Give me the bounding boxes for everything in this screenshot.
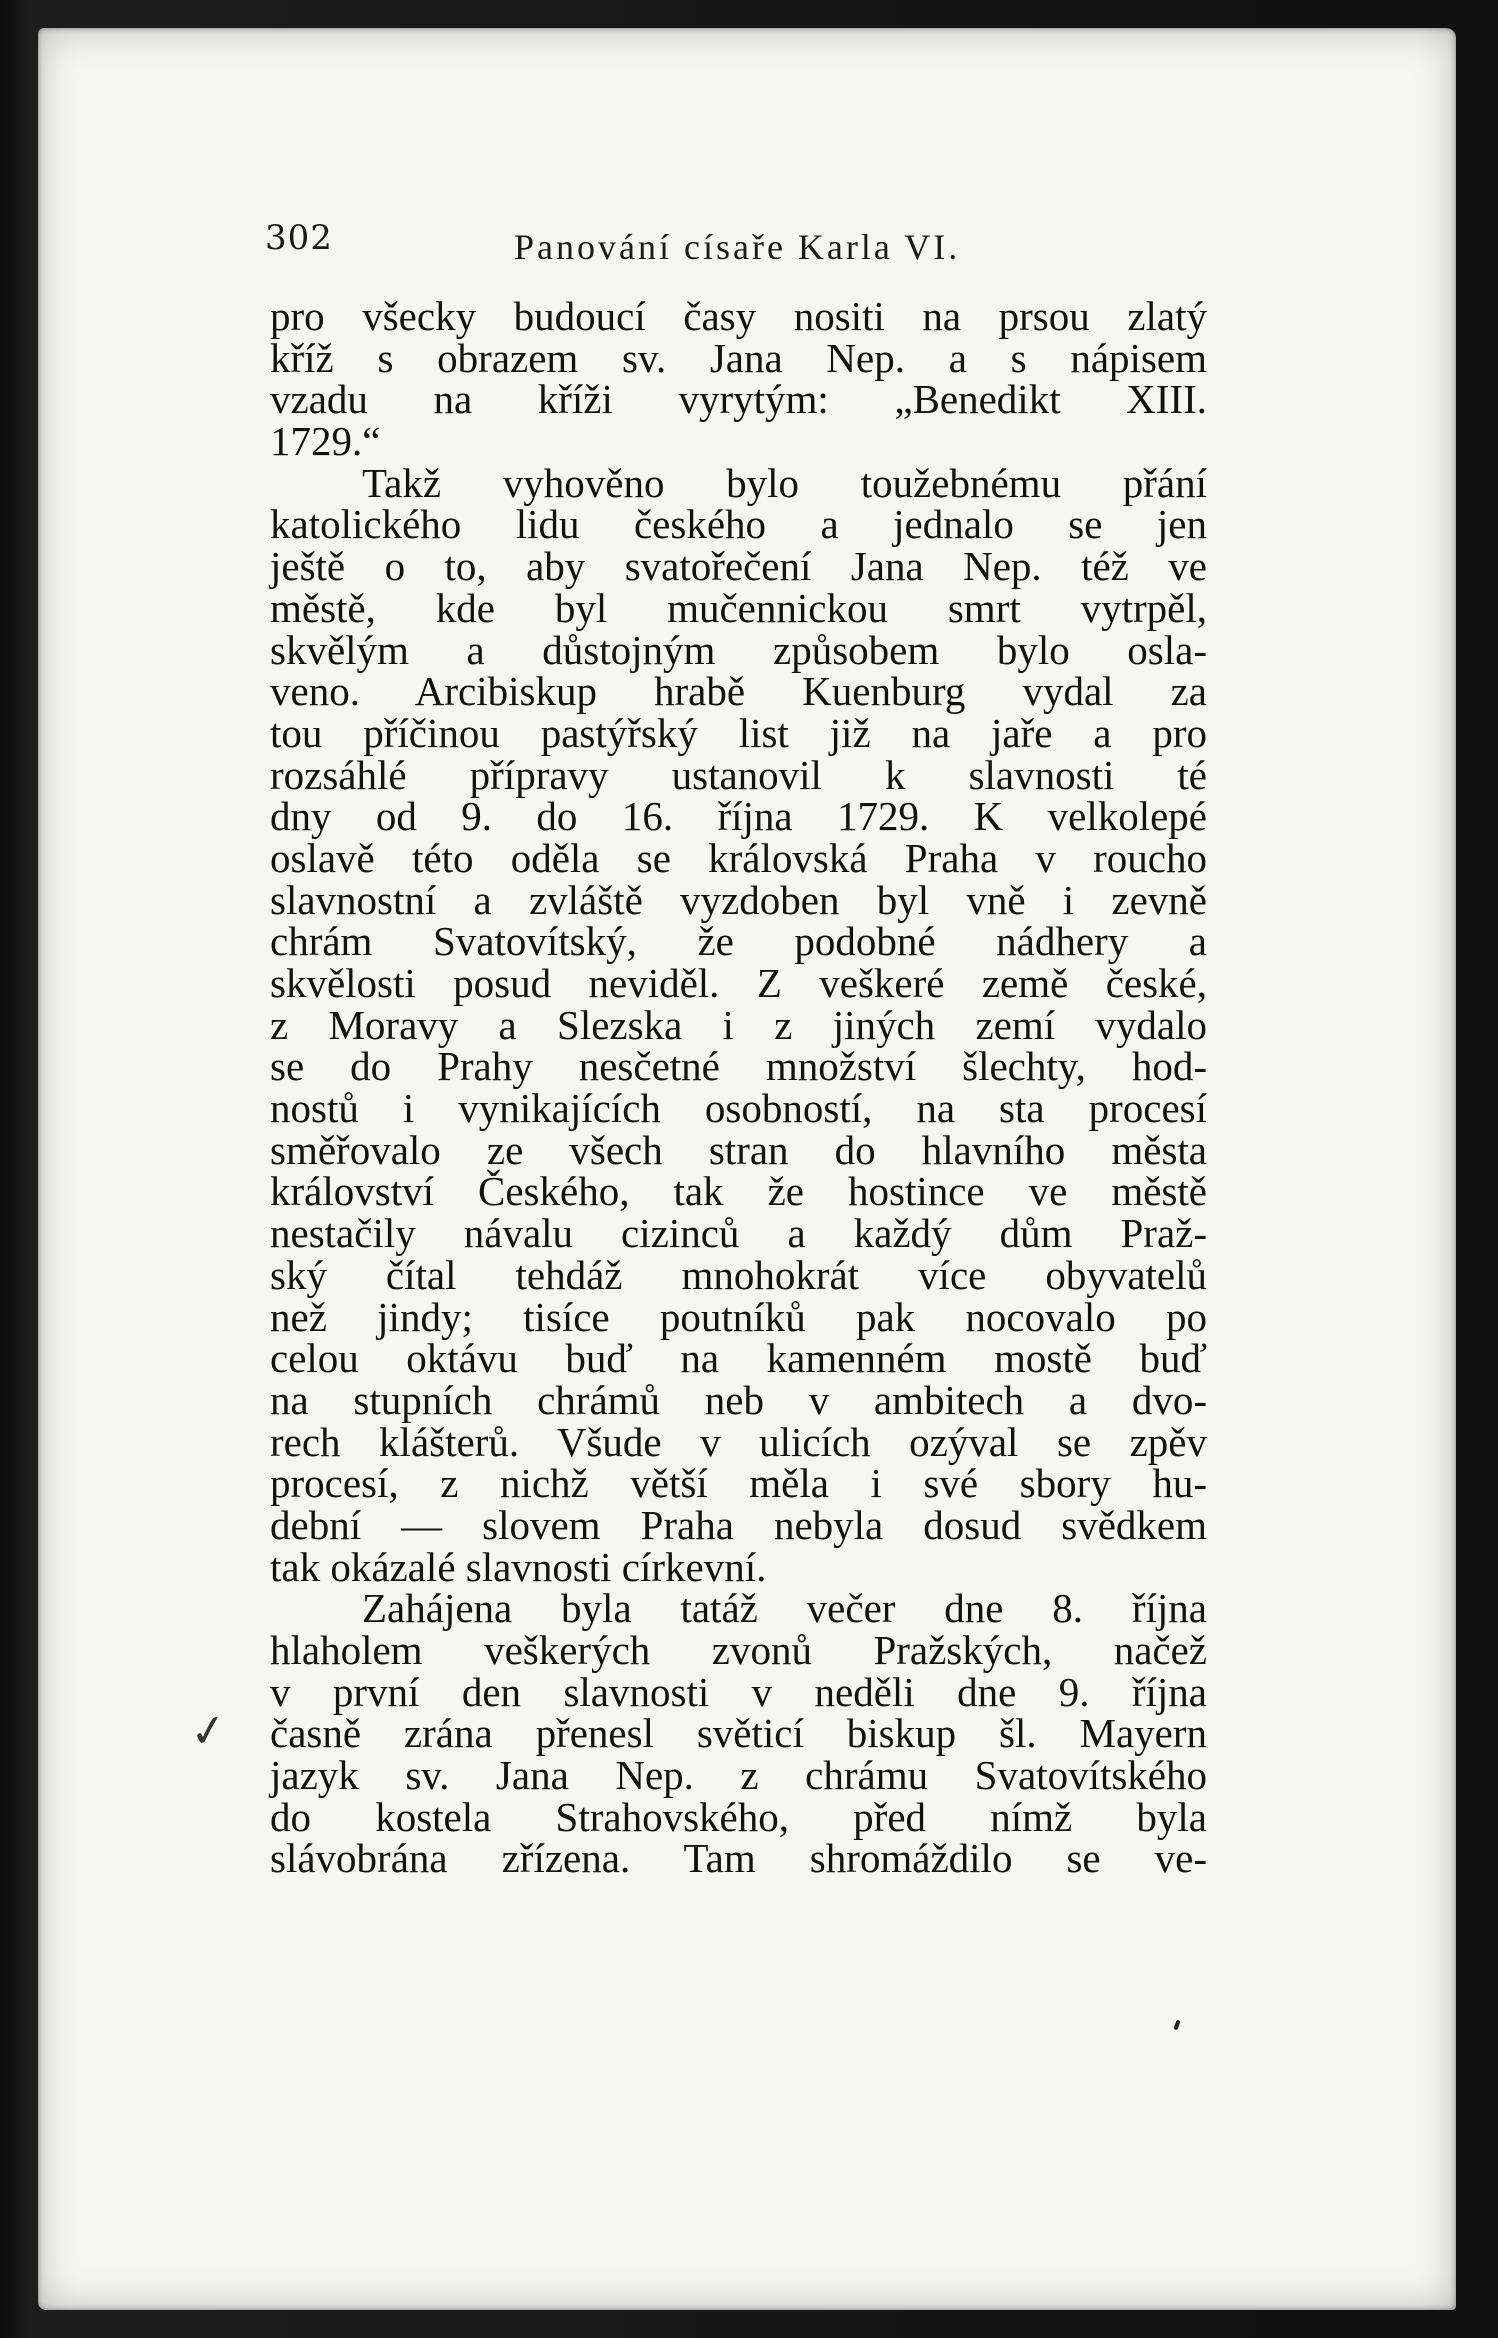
text-line: v první den slavnosti v neděli dne 9. října (270, 1668, 1207, 1715)
text-line: městě, kde byl mučennickou smrt vytrpěl, (270, 584, 1207, 631)
margin-check-mark: ✓ (186, 1703, 231, 1760)
text-line: ský čítal tehdáž mnohokrát více obyvatelů (270, 1251, 1207, 1298)
text-line: chrám Svatovítský, že podobné nádhery a (270, 918, 1207, 965)
text-line: z Moravy a Slezska i z jiných zemí vydalo (270, 1001, 1207, 1048)
running-head: Panování císaře Karla VI. (514, 227, 961, 267)
text-line: katolického lidu českého a jednalo se jen (270, 501, 1207, 548)
text-line: slávobrána zřízena. Tam shromáždilo se ve- (270, 1835, 1207, 1882)
text-line: tak okázalé slavnosti církevní. (270, 1543, 767, 1590)
text-line: směřovalo ze všech stran do hlavního města (270, 1126, 1207, 1173)
text-line: skvělosti posud neviděl. Z veškeré země české, (270, 960, 1207, 1006)
text-line: kříž s obrazem sv. Jana Nep. a s nápisem (270, 334, 1207, 381)
text-line: 1729.“ (270, 418, 381, 465)
text-line: Zahájena byla tatáž večer dne 8. října (362, 1585, 1207, 1632)
text-line: veno. Arcibiskup hrabě Kuenburg vydal za (270, 668, 1207, 715)
text-line: slavnostní a zvláště vyzdoben byl vně i zevně (270, 876, 1207, 923)
text-line: vzadu na kříži vyrytým: „Benedikt XIII. (270, 376, 1207, 423)
text-line: rozsáhlé přípravy ustanovil k slavnosti té (270, 751, 1207, 798)
text-line: Takž vyhověno bylo toužebnému přání (362, 459, 1207, 506)
text-line: na stupních chrámů neb v ambitech a dvo- (270, 1376, 1207, 1423)
text-line: tou příčinou pastýřský list již na jaře a pro (270, 709, 1207, 756)
text-line: dební — slovem Praha nebyla dosud svědkem (270, 1501, 1207, 1548)
text-line: časně zrána přenesl světicí biskup šl. Mayern (270, 1710, 1207, 1757)
text-line: oslavě této oděla se královská Praha v roucho (270, 834, 1207, 881)
text-line: ještě o to, aby svatořečení Jana Nep. též ve (270, 543, 1207, 590)
text-line: jazyk sv. Jana Nep. z chrámu Svatovítského (270, 1752, 1207, 1799)
text-line: nostů i vynikajících osobností, na sta procesí (270, 1085, 1207, 1132)
text-line: procesí, z nichž větší měla i své sbory hu- (270, 1460, 1207, 1507)
text-line: pro všecky budoucí časy nositi na prsou zlatý (270, 293, 1207, 339)
body-text (270, 293, 1207, 1882)
text-line: království Českého, tak že hostince ve městě (270, 1168, 1207, 1215)
page-number: 302 (265, 218, 333, 258)
text-line: než jindy; tisíce poutníků pak nocovalo po (270, 1293, 1207, 1340)
text-line: do kostela Strahovského, před nímž byla (270, 1793, 1207, 1840)
text-line: se do Prahy nesčetné množství šlechty, hod- (270, 1043, 1207, 1090)
text-line: hlaholem veškerých zvonů Pražských, načež (270, 1627, 1207, 1673)
text-line: skvělým a důstojným způsobem bylo osla- (270, 626, 1207, 673)
text-line: rech klášterů. Všude v ulicích ozýval se zpěv (270, 1418, 1207, 1465)
text-line: celou oktávu buď na kamenném mostě buď (270, 1335, 1207, 1382)
text-line: nestačily návalu cizinců a každý dům Praž- (270, 1210, 1207, 1257)
text-line: dny od 9. do 16. října 1729. K velkolepé (270, 793, 1207, 840)
